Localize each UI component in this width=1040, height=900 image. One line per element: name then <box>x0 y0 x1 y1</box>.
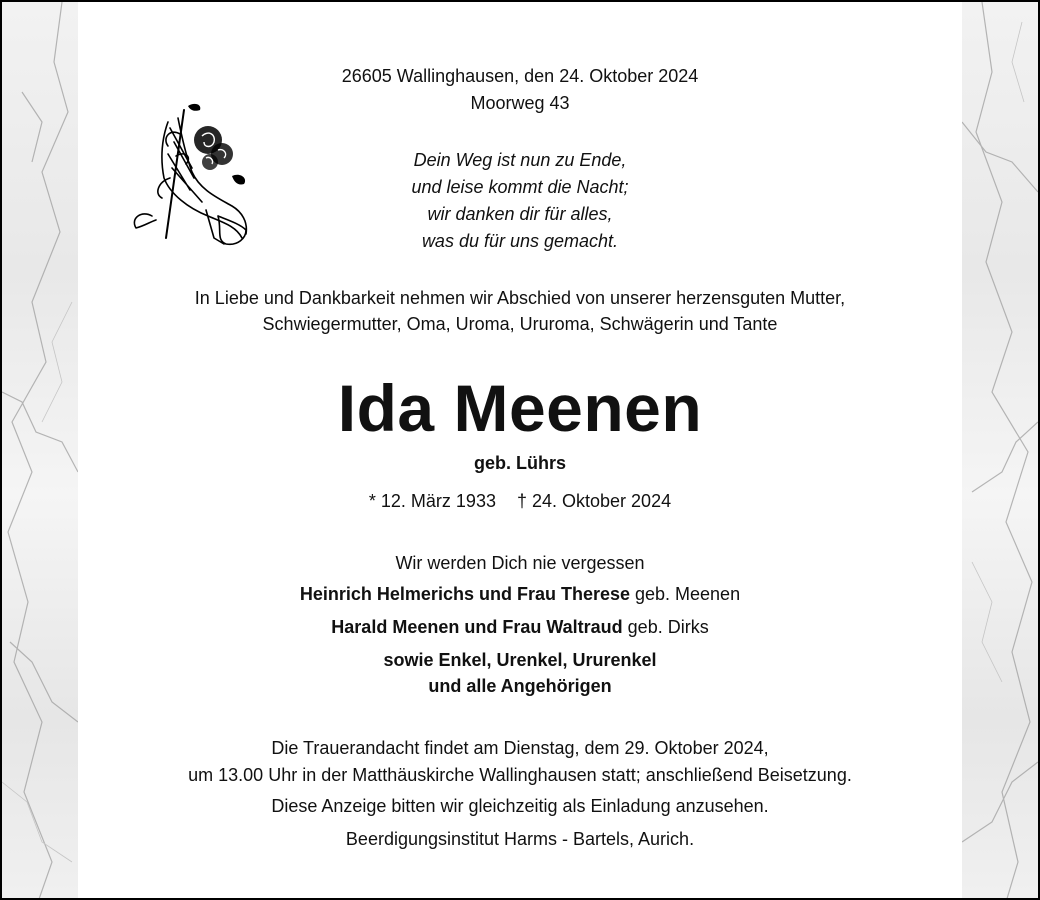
poem-line: Dein Weg ist nun zu Ende, <box>413 150 627 170</box>
service-line: Die Trauerandacht findet am Dienstag, dem 29. Oktober 2024, <box>271 738 769 758</box>
death-date: † 24. Oktober 2024 <box>516 491 672 511</box>
mourner-family-1-maiden: geb. Meenen <box>630 584 741 604</box>
mourner-family-2 <box>78 615 962 639</box>
service-line: um 13.00 Uhr in der Matthäuskirche Wallinghausen statt; anschließend Beisetzung. <box>188 765 852 785</box>
mourner-others: und alle Angehörigen <box>428 676 612 696</box>
maiden-name: geb. Lührs <box>473 453 566 473</box>
mourner-family-2-maiden: geb. Dirks <box>622 617 709 637</box>
invitation-line: Diese Anzeige bitten wir gleichzeitig als Einladung anzusehen. <box>271 796 769 816</box>
mourner-family-1 <box>78 582 962 606</box>
intro-line: In Liebe und Dankbarkeit nehmen wir Abschied von unserer herzensguten Mutter, <box>194 288 846 308</box>
marble-border-left <box>2 2 78 898</box>
marble-border-right <box>962 2 1038 898</box>
poem-line: und leise kommt die Nacht; <box>411 177 629 197</box>
mourner-others: sowie Enkel, Urenkel, Ururenkel <box>383 650 657 670</box>
birth-date: * 12. März 1933 <box>368 491 496 511</box>
place-date: 26605 Wallinghausen, den 24. Oktober 2024 <box>341 66 699 86</box>
poem-line: was du für uns gemacht. <box>421 231 619 251</box>
life-dates <box>78 489 962 513</box>
intro-line: Schwiegermutter, Oma, Uroma, Ururoma, Schwägerin und Tante <box>262 314 778 334</box>
notice-content <box>78 2 962 898</box>
deceased-name: Ida Meenen <box>337 371 703 445</box>
mourner-family-1-names: Heinrich Helmerichs und Frau Therese <box>299 584 630 604</box>
motto: Wir werden Dich nie vergessen <box>395 553 645 573</box>
funeral-home: Beerdigungsinstitut Harms - Bartels, Aurich. <box>345 829 695 849</box>
mourner-family-2-names: Harald Meenen und Frau Waltraud <box>331 617 623 637</box>
poem-line: wir danken dir für alles, <box>427 204 613 224</box>
address: Moorweg 43 <box>470 93 570 113</box>
